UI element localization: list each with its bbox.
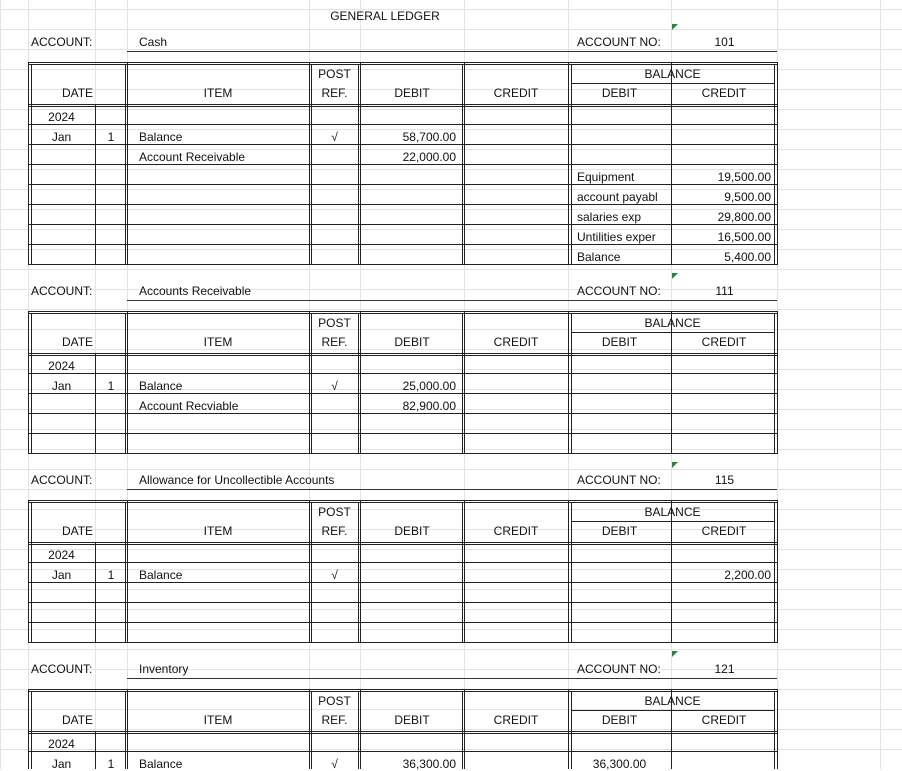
- col-header-balance-debit: DEBIT: [601, 713, 638, 727]
- day-cell[interactable]: 1: [107, 757, 115, 771]
- account-no-label: ACCOUNT NO:: [577, 662, 661, 676]
- post-ref-check-icon[interactable]: √: [331, 568, 338, 582]
- item-cell[interactable]: Balance: [139, 568, 183, 582]
- col-header-balance-credit: CREDIT: [701, 713, 747, 727]
- day-cell[interactable]: 1: [107, 130, 115, 144]
- cell-comment-flag-icon: [672, 24, 678, 30]
- item-cell[interactable]: Balance: [139, 757, 183, 771]
- year-cell[interactable]: 2024: [48, 110, 75, 124]
- col-header-credit: CREDIT: [493, 335, 539, 349]
- cell-comment-flag-icon: [672, 462, 678, 468]
- item-cell[interactable]: Account Recviable: [139, 399, 239, 413]
- account-no-label: ACCOUNT NO:: [577, 284, 661, 298]
- ledger-title: GENERAL LEDGER: [330, 9, 440, 23]
- account-number[interactable]: 111: [715, 284, 734, 298]
- col-header-balance-debit: DEBIT: [601, 335, 638, 349]
- col-header-post: POST: [318, 694, 351, 708]
- balance-debit-cell[interactable]: Untilities exper: [577, 230, 656, 244]
- month-cell[interactable]: Jan: [51, 379, 72, 393]
- col-header-ref: REF.: [321, 86, 348, 100]
- col-header-debit: DEBIT: [394, 335, 430, 349]
- item-cell[interactable]: Account Receivable: [139, 150, 246, 164]
- account-number[interactable]: 101: [714, 35, 735, 49]
- cell-comment-flag-icon: [672, 651, 678, 657]
- col-header-credit: CREDIT: [493, 524, 539, 538]
- account-label: ACCOUNT:: [31, 662, 93, 676]
- col-header-date: DATE: [61, 713, 94, 727]
- col-header-balance-debit: DEBIT: [601, 86, 638, 100]
- col-header-balance-credit: CREDIT: [701, 86, 747, 100]
- month-cell[interactable]: Jan: [51, 130, 72, 144]
- col-header-post: POST: [318, 67, 351, 81]
- col-header-date: DATE: [61, 86, 94, 100]
- balance-debit-cell[interactable]: salaries exp: [577, 210, 642, 224]
- account-name[interactable]: Cash: [139, 35, 168, 49]
- col-header-balance: BALANCE: [644, 316, 701, 330]
- post-ref-check-icon[interactable]: √: [331, 379, 338, 393]
- year-cell[interactable]: 2024: [48, 548, 75, 562]
- col-header-balance-credit: CREDIT: [701, 524, 747, 538]
- col-header-balance: BALANCE: [644, 694, 701, 708]
- month-cell[interactable]: Jan: [51, 568, 72, 582]
- col-header-debit: DEBIT: [394, 713, 430, 727]
- col-header-ref: REF.: [321, 713, 348, 727]
- year-cell[interactable]: 2024: [48, 359, 75, 373]
- account-no-label: ACCOUNT NO:: [577, 473, 661, 487]
- balance-debit-cell[interactable]: account payabl: [577, 190, 658, 204]
- balance-debit-cell[interactable]: Equipment: [577, 170, 635, 184]
- col-header-balance-debit: DEBIT: [601, 524, 638, 538]
- month-cell[interactable]: Jan: [51, 757, 72, 771]
- col-header-ref: REF.: [321, 335, 348, 349]
- col-header-date: DATE: [61, 335, 94, 349]
- col-header-balance: BALANCE: [644, 505, 701, 519]
- balance-credit-cell[interactable]: 2,200.00: [724, 568, 771, 582]
- item-cell[interactable]: Balance: [139, 130, 183, 144]
- post-ref-check-icon[interactable]: √: [331, 130, 338, 144]
- account-label: ACCOUNT:: [31, 473, 93, 487]
- col-header-post: POST: [318, 505, 351, 519]
- account-number[interactable]: 115: [714, 473, 735, 487]
- col-header-debit: DEBIT: [394, 524, 430, 538]
- debit-cell[interactable]: 25,000.00: [402, 379, 456, 393]
- account-no-label: ACCOUNT NO:: [577, 35, 661, 49]
- col-header-item: ITEM: [203, 335, 233, 349]
- account-label: ACCOUNT:: [31, 284, 93, 298]
- col-header-item: ITEM: [203, 713, 233, 727]
- debit-cell[interactable]: 22,000.00: [402, 150, 456, 164]
- balance-debit-cell[interactable]: 36,300.00: [592, 757, 647, 771]
- account-name[interactable]: Allowance for Uncollectible Accounts: [139, 473, 335, 487]
- col-header-balance: BALANCE: [644, 67, 701, 81]
- balance-credit-cell[interactable]: 16,500.00: [717, 230, 771, 244]
- balance-debit-cell[interactable]: Balance: [577, 250, 621, 264]
- year-cell[interactable]: 2024: [48, 737, 75, 751]
- debit-cell[interactable]: 82,900.00: [402, 399, 456, 413]
- account-label: ACCOUNT:: [31, 35, 93, 49]
- post-ref-check-icon[interactable]: √: [331, 757, 338, 771]
- account-name[interactable]: Accounts Receivable: [139, 284, 252, 298]
- col-header-item: ITEM: [203, 524, 233, 538]
- col-header-balance-credit: CREDIT: [701, 335, 747, 349]
- day-cell[interactable]: 1: [107, 379, 115, 393]
- balance-credit-cell[interactable]: 9,500.00: [724, 190, 771, 204]
- debit-cell[interactable]: 58,700.00: [402, 130, 456, 144]
- account-number[interactable]: 121: [714, 662, 735, 676]
- balance-credit-cell[interactable]: 5,400.00: [724, 250, 771, 264]
- cell-comment-flag-icon: [672, 273, 678, 279]
- item-cell[interactable]: Balance: [139, 379, 183, 393]
- day-cell[interactable]: 1: [107, 568, 115, 582]
- col-header-item: ITEM: [203, 86, 233, 100]
- balance-credit-cell[interactable]: 29,800.00: [717, 210, 771, 224]
- balance-credit-cell[interactable]: 19,500.00: [717, 170, 771, 184]
- col-header-post: POST: [318, 316, 351, 330]
- col-header-ref: REF.: [321, 524, 348, 538]
- account-name[interactable]: Inventory: [139, 662, 189, 676]
- col-header-debit: DEBIT: [394, 86, 430, 100]
- debit-cell[interactable]: 36,300.00: [402, 757, 456, 771]
- col-header-credit: CREDIT: [493, 713, 539, 727]
- col-header-credit: CREDIT: [493, 86, 539, 100]
- col-header-date: DATE: [61, 524, 94, 538]
